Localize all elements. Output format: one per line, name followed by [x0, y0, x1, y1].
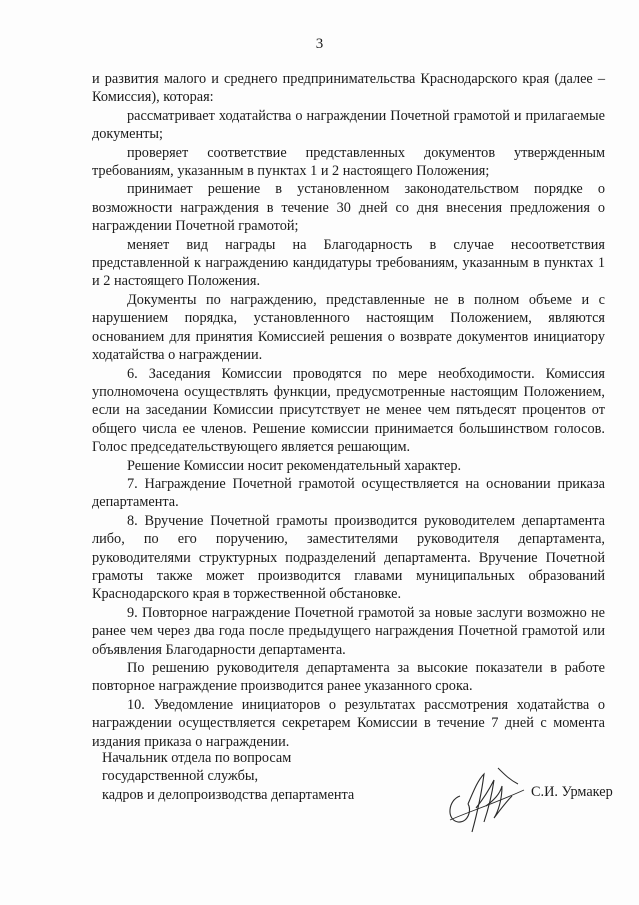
- signer-name: С.И. Урмакер: [531, 784, 613, 800]
- paragraph: 10. Уведомление инициаторов о результатах рассмотрения ходатайства о награждении осуществляется секретарем Комиссии в течение 7 дней с момента издания приказа о награждении.: [92, 696, 605, 750]
- signatory-title: [102, 749, 354, 804]
- document-body: [92, 70, 605, 751]
- paragraph: 8. Вручение Почетной грамоты производится руководителем департамента либо, по его поручению, заместителями руководителя департамента, руководителями структурных подразделений департамента. Вручение Почетной грамоты также может производится главами муниципальных образований Краснодарского края в торжественной обстановке.: [92, 512, 605, 603]
- paragraph: Решение Комиссии носит рекомендательный характер.: [127, 457, 462, 474]
- signatory-title-line: Начальник отдела по вопросам: [102, 750, 292, 766]
- paragraph: 9. Повторное награждение Почетной грамотой за новые заслуги возможно не ранее чем через два года после предыдущего награждения Почетной грамотой или объявления Благодарности департамента.: [92, 604, 605, 658]
- paragraph: проверяет соответствие представленных документов утвержденным требованиям, указанным в пунктах 1 и 2 настоящего Положения;: [92, 144, 605, 180]
- paragraph: и развития малого и среднего предпринимательства Краснодарского края (далее – Комиссия), которая:: [92, 71, 605, 106]
- paragraph: принимает решение в установленном законодательством порядке о возможности награждения в течение 30 дней со дня внесения предложения о награждении Почетной грамотой;: [92, 181, 605, 235]
- signatory-title-line: кадров и делопроизводства департамента: [102, 786, 355, 803]
- paragraph: 6. Заседания Комиссии проводятся по мере необходимости. Комиссия уполномочена осуществлять функции, предусмотренные настоящим Положением, если на заседании Комиссии присутствует не менее чем пятьдесят процентов от общего числа ее членов. Решение комиссии принимается большинством голосов. Голос председательствующего является решающим.: [92, 365, 605, 456]
- signatory-title-line: государственной службы,: [102, 768, 259, 785]
- paragraph: меняет вид награды на Благодарность в случае несоответствия представленной к награждению кандидатуры требованиям, указанным в пунктах 1 и 2 настоящего Положения.: [92, 236, 605, 290]
- paragraph: рассматривает ходатайства о награждении Почетной грамотой и прилагаемые документы;: [92, 107, 605, 143]
- paragraph: 7. Награждение Почетной грамотой осуществляется на основании приказа департамента.: [92, 475, 605, 511]
- handwritten-signature: [438, 760, 533, 842]
- page-number: 3: [315, 36, 324, 52]
- paragraph: Документы по награждению, представленные не в полном объеме и с нарушением порядка, установленного настоящим Положением, являются основанием для принятия Комиссией решения о возврате документов инициатору ходатайства о награждении.: [92, 291, 605, 364]
- paragraph: По решению руководителя департамента за высокие показатели в работе повторное награждение производится ранее указанного срока.: [92, 660, 605, 695]
